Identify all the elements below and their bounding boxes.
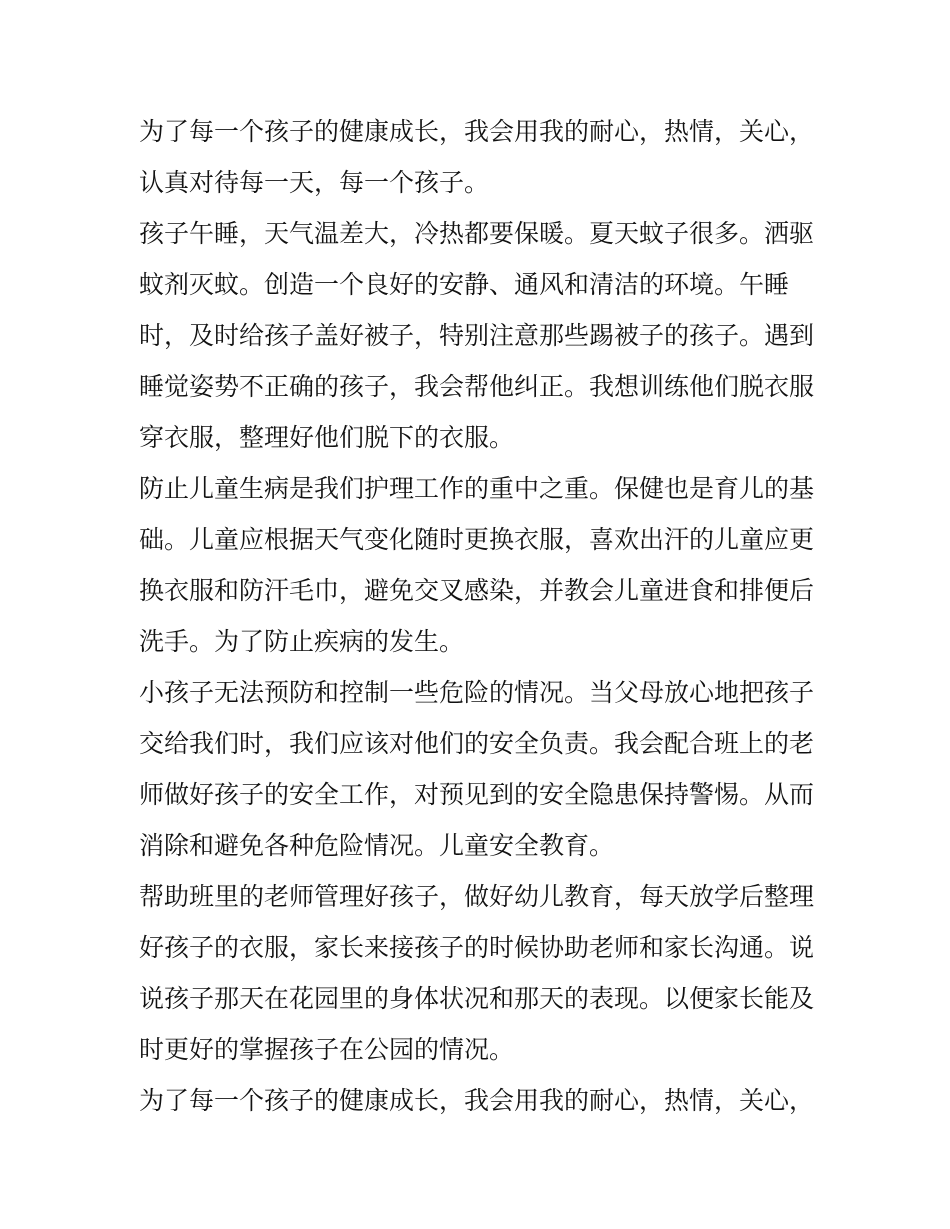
paragraph-5 xyxy=(139,871,819,1075)
text-line: 好孩子的衣服，家长来接孩子的时候协助老师和家长沟通。说 xyxy=(139,933,815,962)
paragraph-1 xyxy=(139,106,819,208)
text-line: 防止儿童生病是我们护理工作的重中之重。保健也是育儿的基 xyxy=(139,474,815,503)
text-line: 师做好孩子的安全工作，对预见到的安全隐患保持警惕。从而 xyxy=(139,780,815,809)
text-line: 帮助班里的老师管理好孩子，做好幼儿教育，每天放学后整理 xyxy=(139,882,815,911)
text-line: 睡觉姿势不正确的孩子，我会帮他纠正。我想训练他们脱衣服 xyxy=(139,372,815,401)
text-line: 消除和避免各种危险情况。儿童安全教育。 xyxy=(139,831,615,860)
text-line: 时，及时给孩子盖好被子，特别注意那些踢被子的孩子。遇到 xyxy=(139,321,815,350)
text-line: 础。儿童应根据天气变化随时更换衣服，喜欢出汗的儿童应更 xyxy=(139,525,815,554)
text-line: 为了每一个孩子的健康成长，我会用我的耐心，热情，关心， xyxy=(139,117,815,146)
text-line: 穿衣服，整理好他们脱下的衣服。 xyxy=(139,423,515,452)
text-line: 为了每一个孩子的健康成长，我会用我的耐心，热情，关心， xyxy=(139,1086,815,1115)
text-line: 说孩子那天在花园里的身体状况和那天的表现。以便家长能及 xyxy=(139,984,815,1013)
paragraph-4 xyxy=(139,667,819,871)
paragraph-6 xyxy=(139,1075,819,1126)
paragraph-2 xyxy=(139,208,819,463)
text-line: 换衣服和防汗毛巾，避免交叉感染，并教会儿童进食和排便后 xyxy=(139,576,815,605)
text-line: 时更好的掌握孩子在公园的情况。 xyxy=(139,1035,515,1064)
text-line: 小孩子无法预防和控制一些危险的情况。当父母放心地把孩子 xyxy=(139,678,815,707)
text-line: 孩子午睡，天气温差大，冷热都要保暖。夏天蚊子很多。洒驱 xyxy=(139,219,815,248)
text-line: 蚊剂灭蚊。创造一个良好的安静、通风和清洁的环境。午睡 xyxy=(139,270,790,299)
document-body xyxy=(139,106,819,1126)
paragraph-3 xyxy=(139,463,819,667)
text-line: 认真对待每一天，每一个孩子。 xyxy=(139,168,490,197)
text-line: 洗手。为了防止疾病的发生。 xyxy=(139,627,465,656)
text-line: 交给我们时，我们应该对他们的安全负责。我会配合班上的老 xyxy=(139,729,815,758)
